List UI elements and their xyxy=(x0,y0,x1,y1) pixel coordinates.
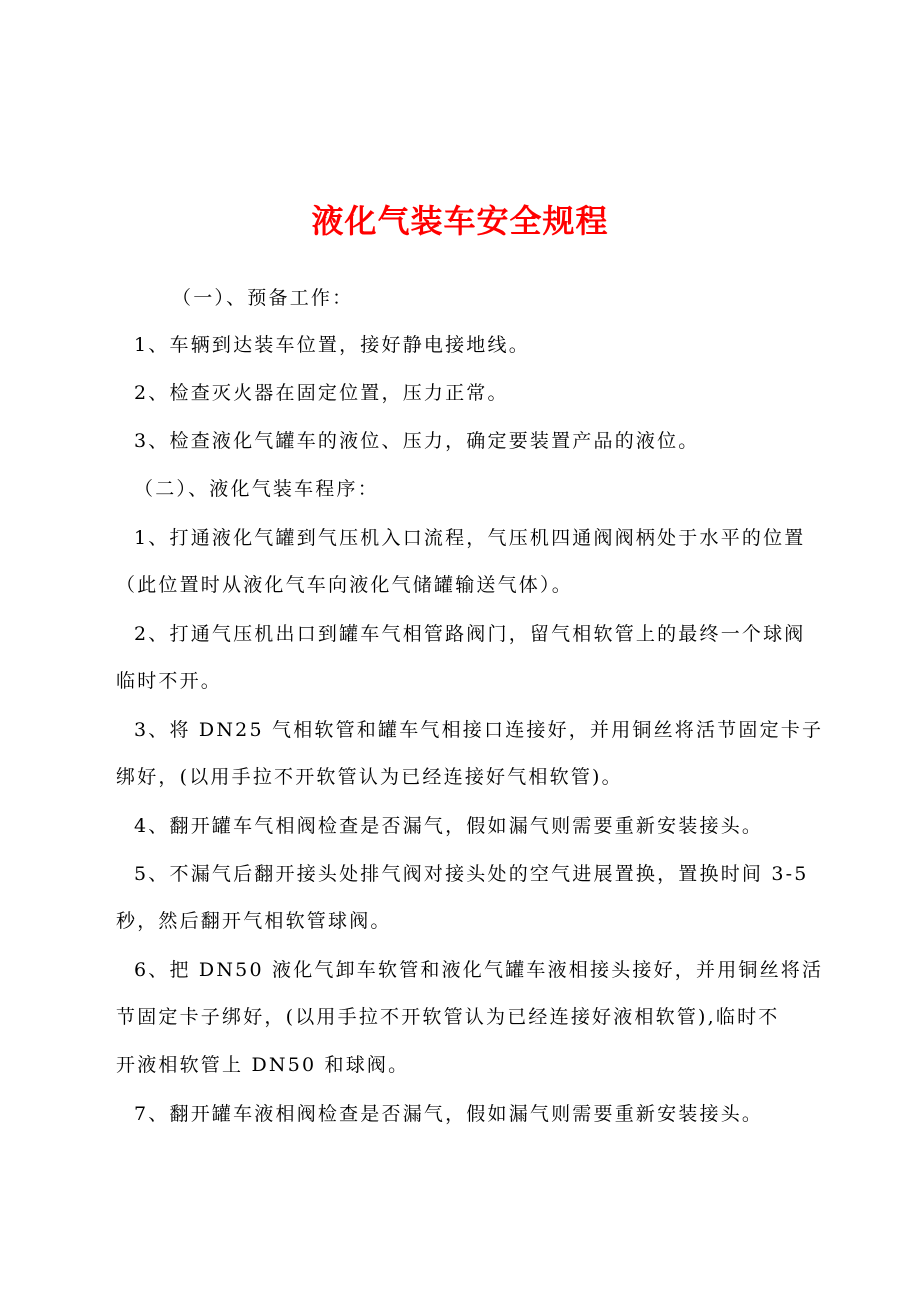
paragraph-line: 2、检查灭火器在固定位置，压力正常。 xyxy=(134,382,509,404)
paragraph-line: 2、打通气压机出口到罐车气相管路阀门，留气相软管上的最终一个球阀 xyxy=(134,623,806,645)
paragraph-line: 节固定卡子绑好，(以用手拉不开软管认为已经连接好液相软管),临时不 xyxy=(116,1006,780,1028)
section-heading-preparation: （一）、预备工作： xyxy=(172,287,354,309)
section-heading-loading-procedure: （二）、液化气装车程序： xyxy=(134,478,379,500)
paragraph-line: 7、翻开罐车液相阀检查是否漏气，假如漏气则需要重新安装接头。 xyxy=(134,1103,764,1125)
paragraph-line: 4、翻开罐车气相阀检查是否漏气，假如漏气则需要重新安装接头。 xyxy=(134,815,764,837)
paragraph-line: 临时不开。 xyxy=(116,670,223,692)
paragraph-line: 6、把 DN50 液化气卸车软管和液化气罐车液相接头接好，并用铜丝将活 xyxy=(134,959,824,981)
paragraph-line: 开液相软管上 DN50 和球阀。 xyxy=(116,1054,410,1076)
paragraph-line: 5、不漏气后翻开接头处排气阀对接头处的空气进展置换，置换时间 3-5 xyxy=(134,863,809,885)
paragraph-line: （此位置时从液化气车向液化气储罐输送气体）。 xyxy=(116,574,573,596)
document-title: 液化气装车安全规程 xyxy=(311,202,609,240)
paragraph-line: 秒，然后翻开气相软管球阀。 xyxy=(116,910,392,932)
paragraph-line: 1、车辆到达装车位置，接好静电接地线。 xyxy=(134,334,530,356)
paragraph-line: 3、检查液化气罐车的液位、压力，确定要装置产品的液位。 xyxy=(134,430,700,452)
paragraph-line: 1、打通液化气罐到气压机入口流程，气压机四通阀阀柄处于水平的位置 xyxy=(134,527,806,549)
paragraph-line: 绑好，(以用手拉不开软管认为已经连接好气相软管)。 xyxy=(116,766,623,788)
paragraph-line: 3、将 DN25 气相软管和罐车气相接口连接好，并用铜丝将活节固定卡子 xyxy=(134,719,824,741)
